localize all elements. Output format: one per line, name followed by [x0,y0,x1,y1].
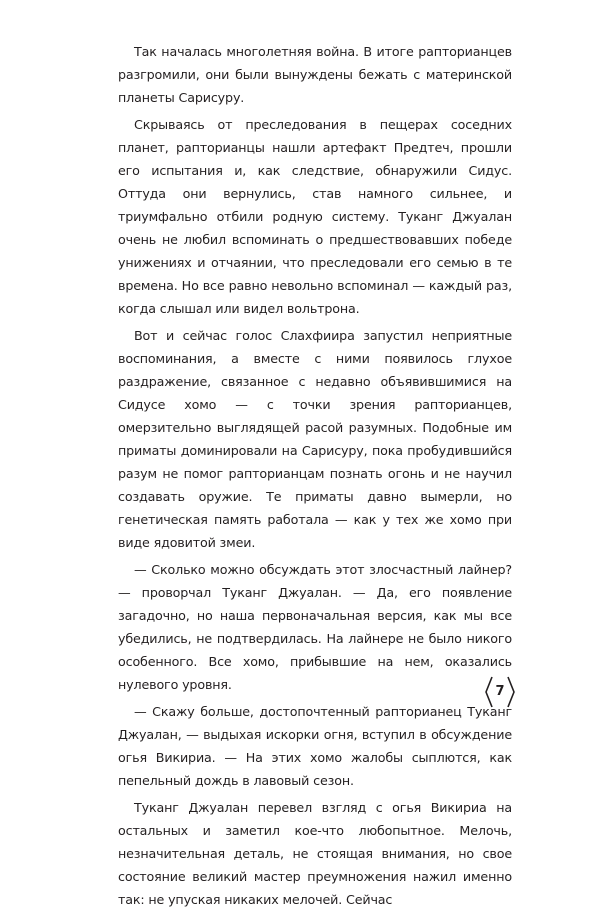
page-number: 7 [495,684,505,699]
paragraph-4: — Сколько можно обсуждать этот злосчастный лайнер? — проворчал Туканг Джуалан. — Да, его появление загадочно, но наша первоначальная версия, как мы все убедились, не подтвердилась. На лайнере не было никого особенного. Все хомо, прибывшие на нем, оказались нулевого уровня. [118,562,512,692]
paragraph-1: Так началась многолетняя война. В итоге рапторианцев разгромили, они были вынуждены бежать с материнской планеты Сарисуру. [118,44,512,105]
paragraph-3: Вот и сейчас голос Слахфиира запустил неприятные воспоминания, а вместе с ними появилось глухое раздражение, связанное с недавно объявившимися на Сидусе хомо — с точки зрения рапторианцев, омерзительно выглядящей расой разумных. Подобные им приматы доминировали на Сарисуру, пока пробудившийся разум не помог рапторианцам познать огонь и не научил создавать оружие. Те приматы давно вымерли, но генетическая память работала — как у тех же хомо при виде ядовитой змеи. [118,328,512,550]
paragraph-2: Скрываясь от преследования в пещерах соседних планет, рапторианцы нашли артефакт Предтеч, прошли его испытания и, как следствие, обнаружили Сидус. Оттуда они вернулись, став намного сильнее, и триумфально отбили родную систему. Туканг Джуалан очень не любил вспоминать о предшествовавших победе унижениях и отчаянии, что преследовали его семью в те времена. Но все равно невольно вспоминал — каждый раз, когда слышал или видел вольтрона. [118,117,512,316]
paragraph-6: Туканг Джуалан перевел взгляд с огья Викириа на остальных и заметил кое-что любопытное. Мелочь, незначительная деталь, не стоящая внимания, но свое состояние великий мастер преумножения нажил именно так: не упуская никаких мелочей. Сейчас [118,800,512,907]
paragraph-5: — Скажу больше, достопочтенный рапторианец Туканг Джуалан, — выдыхая искорки огня, вступил в обсуждение огья Викириа. — На этих хомо жалобы сыплются, как пепельный дождь в лавовый сезон. [118,704,512,788]
body-text [118,40,512,915]
page-number-badge [481,675,519,709]
